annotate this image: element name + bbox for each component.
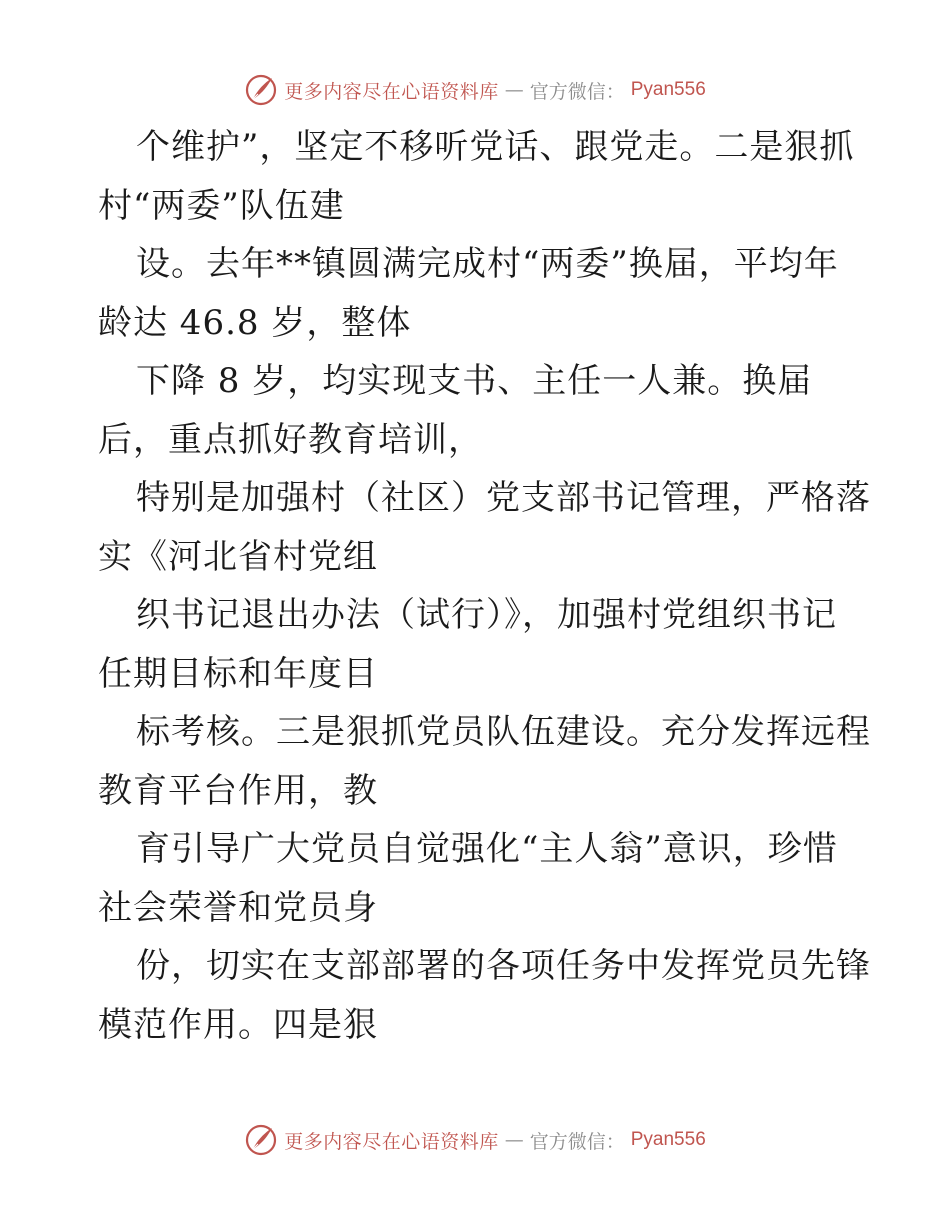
- body-line: 特别是加强村（社区）党支部书记管理，严格落: [136, 478, 871, 518]
- header-watermark: [0, 68, 950, 112]
- watermark-site-text: 更多内容尽在心语资料库: [284, 1130, 499, 1153]
- body-line: 实《河北省村党组: [98, 536, 378, 577]
- body-line: 村“两委”队伍建: [98, 185, 345, 226]
- body-line: 设。去年**镇圆满完成村“两委”换届，平均年: [136, 244, 839, 284]
- body-line: 教育平台作用，教: [98, 770, 378, 811]
- body-line: 模范作用。四是狠: [98, 1004, 378, 1045]
- body-line: 育引导广大党员自觉强化“主人翁”意识，珍惜: [136, 829, 838, 869]
- document-body: [98, 118, 871, 1054]
- watermark-wechat-id: Pyan556: [630, 79, 706, 100]
- watermark-separator: —: [504, 79, 524, 101]
- quill-pen-logo-icon: [244, 1123, 278, 1157]
- watermark-separator: —: [504, 1129, 524, 1151]
- body-line: 后，重点抓好教育培训，: [98, 419, 483, 460]
- quill-pen-logo-icon: [244, 73, 278, 107]
- body-line: 任期目标和年度目: [98, 653, 378, 694]
- body-line: 个维护”，坚定不移听党话、跟党走。二是狠抓: [136, 127, 855, 167]
- watermark-wechat-id: Pyan556: [630, 1129, 706, 1150]
- body-line: 织书记退出办法（试行）》，加强村党组织书记: [136, 595, 837, 635]
- body-line: 标考核。三是狠抓党员队伍建设。充分发挥远程: [136, 712, 871, 752]
- body-line: 份，切实在支部部署的各项任务中发挥党员先锋: [136, 946, 871, 986]
- body-line: 龄达 46.8 岁，整体: [98, 302, 412, 343]
- watermark-wechat-label: 官方微信：: [529, 1130, 625, 1153]
- body-line: 社会荣誉和党员身: [98, 887, 378, 928]
- watermark-site-text: 更多内容尽在心语资料库: [284, 80, 499, 103]
- body-line: 下降 8 岁，均实现支书、主任一人兼。换届: [136, 361, 813, 401]
- watermark-wechat-label: 官方微信：: [529, 80, 625, 103]
- footer-watermark: [0, 1118, 950, 1162]
